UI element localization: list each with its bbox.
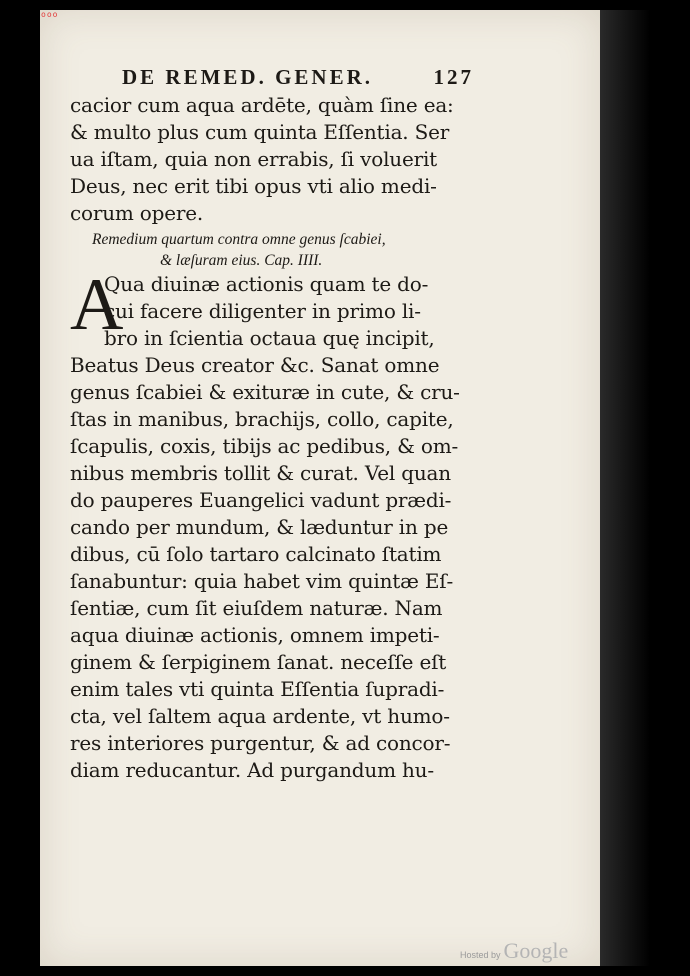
text-line: cacior cum aqua ardēte, quàm ſine ea: — [70, 93, 454, 117]
text-line: cui facere diligenter in primo li- — [104, 299, 421, 323]
hosted-by-watermark — [460, 938, 568, 964]
text-line: diam reducantur. Ad purgandum hu- — [70, 758, 434, 782]
page-number: 127 — [433, 65, 474, 89]
google-logo: Google — [503, 938, 569, 963]
text-line: ſanabuntur: quia habet vim quintæ Eſ- — [70, 569, 454, 593]
scan-marker: ooo — [41, 10, 59, 19]
drop-cap: A — [70, 264, 124, 346]
text-line: res interiores purgentur, & ad concor- — [70, 731, 451, 755]
text-line: corum opere. — [70, 201, 204, 225]
text-line: dibus, cū ſolo tartaro calcinato ſtatim — [70, 542, 442, 566]
chapter-rubric-line-2: & læſuram eius. Cap. IIII. — [160, 252, 323, 269]
text-line: aqua diuinæ actionis, omnem impeti- — [70, 623, 440, 647]
text-line: ginem & ſerpiginem ſanat. neceſſe eſt — [70, 650, 447, 674]
page-edge — [600, 10, 650, 966]
text-line: cando per mundum, & læduntur in pe — [70, 515, 449, 539]
text-line: enim tales vti quinta Eſſentia ſupradi- — [70, 677, 445, 701]
text-line: ua iſtam, quia non errabis, ſi voluerit — [70, 147, 437, 171]
text-line: bro in ſcientia octaua quę incipit, — [104, 326, 435, 350]
text-line: genus ſcabiei & exituræ in cute, & cru- — [70, 380, 460, 404]
page-text — [70, 65, 480, 784]
text-line: Qua diuinæ actionis quam te do- — [104, 272, 429, 296]
text-line: ſtas in manibus, brachijs, collo, capite, — [70, 407, 454, 431]
text-line: Deus, nec erit tibi opus vti alio medi- — [70, 174, 437, 198]
text-line: ſcapulis, coxis, tibijs ac pedibus, & om- — [70, 434, 459, 458]
text-line: do pauperes Euangelici vadunt prædi- — [70, 488, 452, 512]
text-line: cta, vel ſaltem aqua ardente, vt humo- — [70, 704, 450, 728]
chapter-rubric-line-1: Remedium quartum contra omne genus ſcabiei, — [92, 231, 386, 248]
text-line: nibus membris tollit & curat. Vel quan — [70, 461, 451, 485]
text-line: Beatus Deus creator &c. Sanat omne — [70, 353, 440, 377]
running-header — [70, 65, 480, 90]
hosted-by-label: Hosted by — [460, 950, 501, 960]
chapter-opening — [70, 264, 480, 352]
text-line: & multo plus cum quinta Eſſentia. Ser — [70, 120, 450, 144]
text-line: ſentiæ, cum ſit eiuſdem naturæ. Nam — [70, 596, 443, 620]
running-title: DE REMED. GENER. — [122, 65, 374, 89]
